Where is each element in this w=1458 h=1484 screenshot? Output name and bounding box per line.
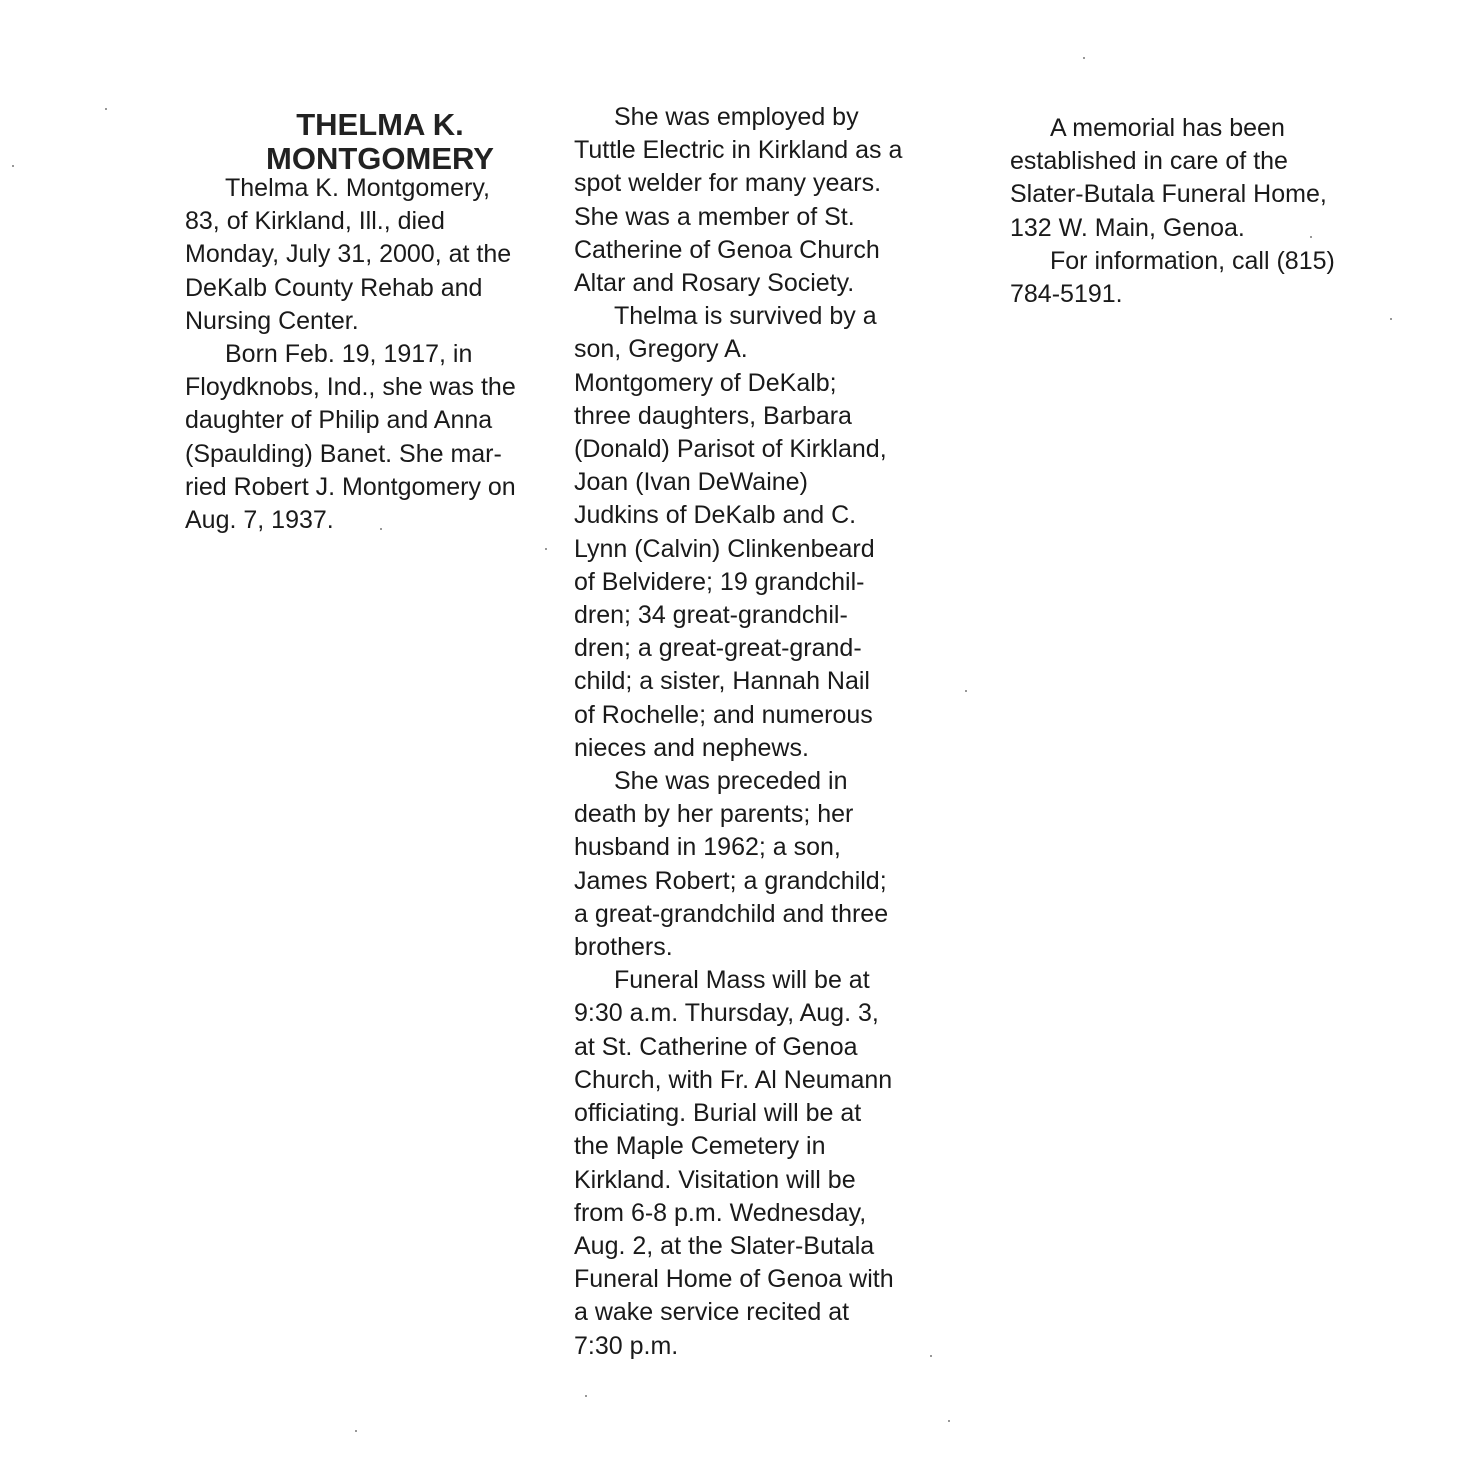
text-line: husband in 1962; a son,	[574, 833, 841, 862]
text-line: Nursing Center.	[185, 306, 359, 335]
text-line: Thelma is survived by a	[614, 302, 877, 331]
text-line: Church, with Fr. Al Neumann	[574, 1065, 893, 1094]
text-line: (Donald) Parisot of Kirkland,	[574, 435, 887, 464]
scan-speck	[12, 165, 14, 167]
text-line: Montgomery of DeKalb;	[574, 368, 837, 397]
text-column-3	[1010, 112, 1390, 311]
text-line: nieces and nephews.	[574, 733, 809, 762]
text-line: three daughters, Barbara	[574, 401, 852, 430]
text-line: a wake service recited at	[574, 1298, 850, 1327]
text-line: a great-grandchild and three	[574, 899, 889, 928]
text-line: Funeral Home of Genoa with	[574, 1265, 894, 1294]
obituary-headline	[190, 108, 570, 176]
text-line: She was preceded in	[614, 767, 848, 796]
text-line: Lynn (Calvin) Clinkenbeard	[574, 534, 875, 563]
text-line: Funeral Mass will be at	[614, 966, 870, 995]
scan-speck	[355, 1430, 357, 1432]
text-line: dren; a great-great-grand-	[574, 634, 862, 663]
scan-speck	[1390, 318, 1392, 320]
text-line: Altar and Rosary Society.	[574, 269, 855, 298]
text-line: Kirkland. Visitation will be	[574, 1165, 856, 1194]
text-line: She was a member of St.	[574, 202, 855, 231]
text-line: She was employed by	[614, 103, 859, 131]
text-line: dren; 34 great-grandchil-	[574, 601, 848, 630]
scan-speck	[948, 1420, 950, 1422]
text-line: the Maple Cemetery in	[574, 1132, 826, 1161]
text-line: Thelma K. Montgomery,	[225, 174, 490, 202]
text-line: Monday, July 31, 2000, at the	[185, 240, 512, 269]
text-line: (Spaulding) Banet. She mar-	[185, 439, 502, 468]
text-line: Floydknobs, Ind., she was the	[185, 373, 516, 402]
scan-speck	[930, 1355, 932, 1357]
text-line: at St. Catherine of Genoa	[574, 1032, 858, 1061]
text-line: 7:30 p.m.	[574, 1331, 679, 1360]
headline-line: THELMA K.	[296, 107, 464, 142]
text-line: Judkins of DeKalb and C.	[574, 501, 857, 530]
scan-speck	[380, 528, 382, 530]
text-line: 784-5191.	[1010, 280, 1123, 309]
text-line: Aug. 2, at the Slater-Butala	[574, 1231, 875, 1260]
text-line: Tuttle Electric in Kirkland as a	[574, 136, 903, 165]
text-line: A memorial has been	[1050, 114, 1285, 142]
text-line: 132 W. Main, Genoa.	[1010, 213, 1245, 242]
text-line: brothers.	[574, 933, 673, 962]
scan-speck	[105, 108, 107, 110]
text-line: 9:30 a.m. Thursday, Aug. 3,	[574, 999, 879, 1028]
text-column-2	[574, 101, 984, 1363]
text-line: Born Feb. 19, 1917, in	[225, 340, 473, 369]
text-line: from 6-8 p.m. Wednesday,	[574, 1198, 867, 1227]
text-line: Aug. 7, 1937.	[185, 506, 334, 535]
text-line: daughter of Philip and Anna	[185, 406, 493, 435]
text-line: Joan (Ivan DeWaine)	[574, 468, 808, 497]
text-line: ried Robert J. Montgomery on	[185, 472, 516, 501]
text-line: established in care of the	[1010, 147, 1288, 176]
scan-speck	[965, 690, 967, 692]
text-line: spot welder for many years.	[574, 169, 882, 198]
text-line: James Robert; a grandchild;	[574, 866, 887, 895]
text-line: of Belvidere; 19 grandchil-	[574, 567, 865, 596]
text-line: Catherine of Genoa Church	[574, 235, 880, 264]
scan-speck	[585, 1395, 587, 1397]
text-line: 83, of Kirkland, Ill., died	[185, 207, 445, 236]
text-line: For information, call (815)	[1050, 246, 1335, 275]
text-line: officiating. Burial will be at	[574, 1099, 862, 1128]
text-line: of Rochelle; and numerous	[574, 700, 873, 729]
text-column-1	[185, 172, 570, 537]
text-line: Slater-Butala Funeral Home,	[1010, 180, 1327, 209]
scan-speck	[1310, 236, 1312, 238]
scan-speck	[1083, 57, 1085, 59]
text-line: child; a sister, Hannah Nail	[574, 667, 870, 696]
text-line: DeKalb County Rehab and	[185, 273, 483, 302]
text-line: son, Gregory A.	[574, 335, 748, 364]
scan-speck	[545, 548, 547, 550]
text-line: death by her parents; her	[574, 800, 854, 829]
headline-line: MONTGOMERY	[266, 141, 494, 176]
